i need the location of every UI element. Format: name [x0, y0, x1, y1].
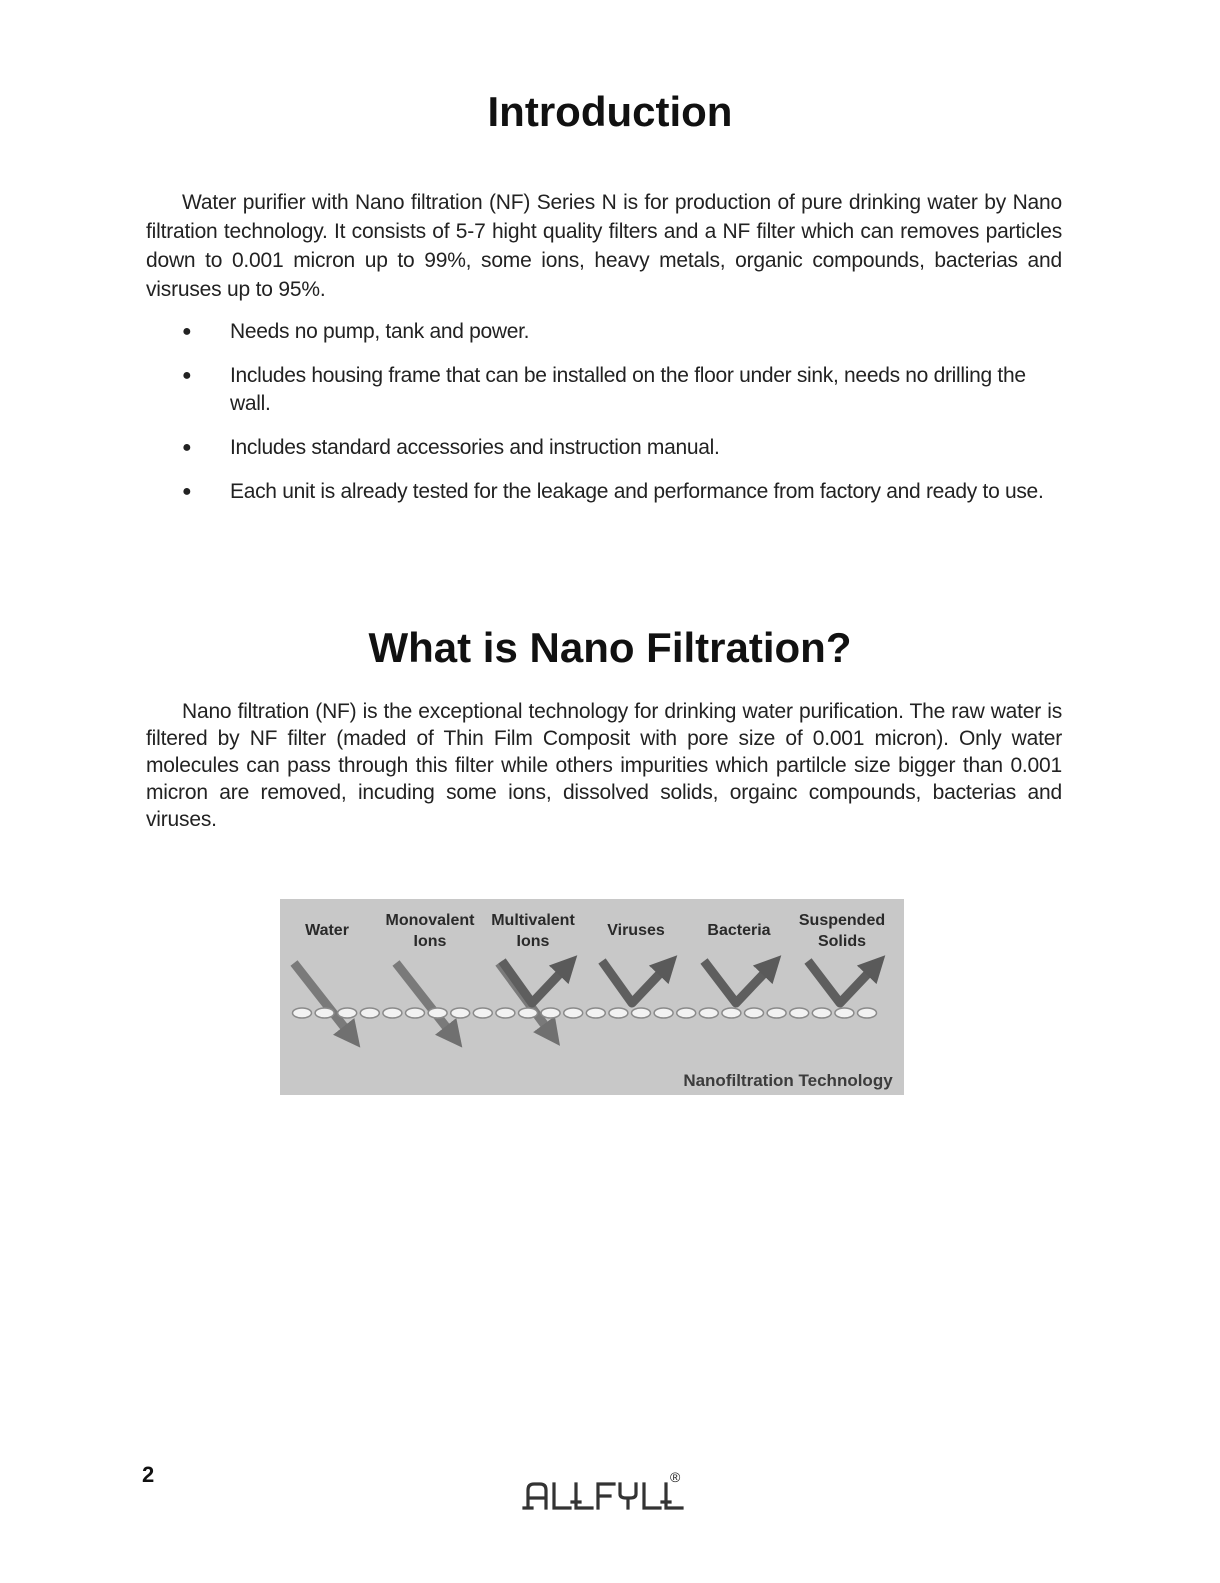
bullet-icon: ●: [182, 439, 192, 456]
membrane-pore: [699, 1008, 718, 1018]
figure-label-monovalent: Monovalent: [385, 912, 475, 929]
membrane-pore: [383, 1008, 402, 1018]
membrane-pore: [338, 1008, 357, 1018]
membrane-pore: [293, 1008, 312, 1018]
membrane-pore: [586, 1008, 605, 1018]
figure-label-suspended: Suspended: [798, 912, 886, 929]
membrane-pore: [835, 1008, 854, 1018]
membrane-pore: [541, 1008, 560, 1018]
membrane-pore: [858, 1008, 877, 1018]
membrane-pore: [632, 1008, 651, 1018]
membrane-pore: [473, 1008, 492, 1018]
membrane-pore: [406, 1008, 425, 1018]
list-item-text: Each unit is already tested for the leakage and performance from factory and ready to use.: [230, 480, 1044, 503]
page-number: 2: [142, 1462, 155, 1487]
membrane-pore: [790, 1008, 809, 1018]
figure-label-monovalent-line2: Ions: [413, 933, 447, 950]
list-item-text: Includes housing frame that can be installed on the floor under sink, needs no drilling the wall.: [230, 364, 1026, 415]
membrane-pore: [496, 1008, 515, 1018]
membrane-pore: [609, 1008, 628, 1018]
figure-caption: Nanofiltration Technology: [683, 1071, 893, 1090]
bullet-icon: ●: [182, 367, 192, 384]
feature-list: [146, 318, 1062, 522]
bullet-icon: ●: [182, 483, 192, 500]
membrane-pore: [812, 1008, 831, 1018]
membrane-pore: [428, 1008, 447, 1018]
list-item: [146, 434, 1062, 462]
figure-label-multivalent-line2: Ions: [516, 933, 550, 950]
membrane-pore: [677, 1008, 696, 1018]
list-item: [146, 478, 1062, 506]
membrane-pore: [767, 1008, 786, 1018]
figure-label-viruses: Viruses: [607, 922, 665, 939]
membrane-pore: [360, 1008, 379, 1018]
nano-filtration-paragraph: Nano filtration (NF) is the exceptional technology for drinking water purification. The raw water is filtered by NF filter (maded of Thin Film Composit with pore size of 0.001 micron). Only water molecules can pass through this filter while others impurities which partilcle size bigger than 0.001 micron are removed, incuding some ions, dissolved solids, orgainc compounds, bacterias and viruses.: [146, 700, 1062, 831]
nano-filtration-title: What is Nano Filtration?: [368, 624, 852, 671]
introduction-title: Introduction: [487, 88, 733, 135]
figure-label-bacteria: Bacteria: [707, 922, 771, 939]
list-item: [146, 318, 1062, 346]
figure-label-multivalent: Multivalent: [491, 912, 575, 929]
brand-logo: [520, 1468, 690, 1512]
figure-label-suspended-line2: Solids: [817, 933, 867, 950]
membrane-pore: [654, 1008, 673, 1018]
list-item: [146, 362, 1062, 418]
introduction-paragraph: Water purifier with Nano filtration (NF) Series N is for production of pure drinking water by Nano filtration technology. It consists of 5-7 hight quality filters and a NF filter which can removes particles down to 0.001 micron up to 99%, some ions, heavy metals, organic compounds, bacterias and visruses up to 95%.: [146, 191, 1062, 301]
membrane-pore: [315, 1008, 334, 1018]
list-item-text: Includes standard accessories and instruction manual.: [230, 436, 720, 459]
figure-label-water: Water: [305, 922, 349, 939]
list-item-text: Needs no pump, tank and power.: [230, 320, 530, 343]
membrane-pore: [519, 1008, 538, 1018]
bullet-icon: ●: [182, 323, 192, 340]
registered-mark: ®: [670, 1469, 681, 1485]
membrane-pore: [564, 1008, 583, 1018]
nanofiltration-diagram: [280, 899, 904, 1095]
membrane-pore: [745, 1008, 764, 1018]
membrane-pore: [722, 1008, 741, 1018]
membrane-pore: [451, 1008, 470, 1018]
